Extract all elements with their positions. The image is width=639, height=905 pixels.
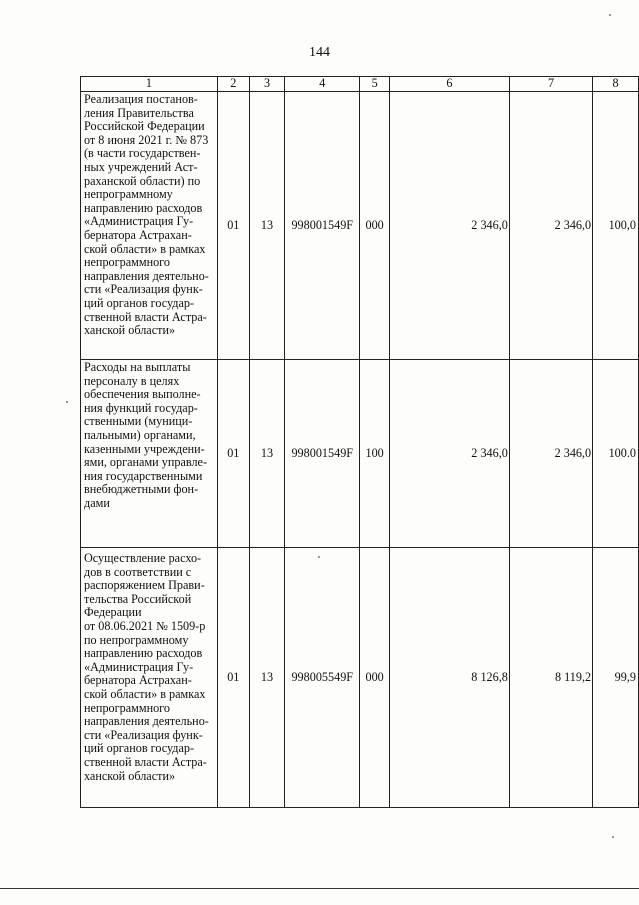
- cell-actual-amount: 2 346,0: [509, 92, 592, 360]
- cell-section: 01: [217, 548, 249, 808]
- cell-target-article: 998001549F: [285, 360, 360, 548]
- cell-expense-type: 000: [360, 92, 390, 360]
- cell-section: 01: [217, 92, 249, 360]
- cell-expense-type: 100: [360, 360, 390, 548]
- header-cell: 5: [360, 77, 390, 92]
- description-line: ций органов государ-: [84, 742, 195, 756]
- cell-target-article: 998001549F: [285, 92, 360, 360]
- cell-subsection: 13: [249, 360, 285, 548]
- cell-plan-amount: 8 126,8: [390, 548, 510, 808]
- cell-actual-amount: 2 346,0: [509, 360, 592, 548]
- header-cell: 6: [390, 77, 510, 92]
- description-line: ственной власти Астра-: [84, 310, 207, 324]
- description-line: казенными учреждени-: [84, 442, 205, 456]
- header-cell: 2: [217, 77, 249, 92]
- description-line: ления Правительства: [84, 106, 194, 120]
- description-line: ния государственными: [84, 469, 203, 483]
- description-line: направлению расходов: [84, 201, 203, 215]
- cell-expense-type: 000: [360, 548, 390, 808]
- row-description: [81, 548, 218, 808]
- description-line: обеспечения выполне-: [84, 388, 201, 402]
- description-line: «Администрация Гу-: [84, 660, 194, 674]
- scan-speck: [609, 14, 611, 16]
- description-line: ханской области»: [84, 769, 176, 783]
- table-row: [81, 92, 639, 360]
- description-line: ской области» в рамках: [84, 242, 206, 256]
- row-description: [81, 360, 218, 548]
- scan-speck: [318, 556, 320, 558]
- description-line: непрограммного: [84, 256, 170, 270]
- description-line: ния функций государ-: [84, 401, 198, 415]
- description-line: пальными) органами,: [84, 428, 196, 442]
- header-cell: 3: [249, 77, 285, 92]
- description-line: непрограммному: [84, 188, 173, 202]
- description-line: Реализация постанов-: [84, 93, 198, 106]
- description-line: ханской области»: [84, 324, 176, 338]
- description-line: направления деятельно-: [84, 715, 209, 729]
- description-line: бернатора Астрахан-: [84, 674, 192, 688]
- cell-percent: 99,9: [593, 548, 639, 808]
- description-line: от 8 июня 2021 г. № 873: [84, 133, 209, 147]
- description-line: ской области» в рамках: [84, 687, 206, 701]
- description-line: непрограммного: [84, 701, 170, 715]
- header-cell: 8: [593, 77, 639, 92]
- scan-speck: [66, 401, 68, 403]
- header-cell: 1: [81, 77, 218, 92]
- cell-percent: 100,0: [593, 92, 639, 360]
- description-line: ственными (муници-: [84, 415, 193, 429]
- cell-subsection: 13: [249, 92, 285, 360]
- description-line: направления деятельно-: [84, 269, 209, 283]
- description-line: ных учреждений Аст-: [84, 160, 198, 174]
- table-header-row: [81, 77, 639, 92]
- description-line: Осуществление расхо-: [84, 552, 202, 565]
- description-line: Федерации: [84, 606, 142, 620]
- description-line: сти «Реализация функ-: [84, 283, 203, 297]
- table-row: [81, 548, 639, 808]
- cell-plan-amount: 2 346,0: [390, 92, 510, 360]
- description-line: раханской области) по: [84, 174, 201, 188]
- budget-table: [80, 76, 639, 808]
- table-row: [81, 360, 639, 548]
- scan-speck: [612, 836, 614, 838]
- header-cell: 4: [285, 77, 360, 92]
- description-line: распоряжением Прави-: [84, 579, 205, 593]
- description-line: Российской Федерации: [84, 120, 205, 134]
- cell-plan-amount: 2 346,0: [390, 360, 510, 548]
- description-line: ственной власти Астра-: [84, 755, 207, 769]
- description-line: по непрограммному: [84, 633, 189, 647]
- description-line: внебюджетными фон-: [84, 483, 199, 497]
- description-line: «Администрация Гу-: [84, 215, 194, 229]
- row-description: [81, 92, 218, 360]
- description-line: дами: [84, 496, 110, 510]
- cell-percent: 100.0: [593, 360, 639, 548]
- description-line: сти «Реализация функ-: [84, 728, 203, 742]
- description-line: дов в соответствии с: [84, 565, 192, 579]
- cell-target-article: 998005549F: [285, 548, 360, 808]
- description-line: персоналу в целях: [84, 374, 180, 388]
- description-line: (в части государствен-: [84, 147, 201, 161]
- description-line: ями, органами управле-: [84, 456, 208, 470]
- header-cell: 7: [509, 77, 592, 92]
- description-line: ций органов государ-: [84, 296, 195, 310]
- cell-subsection: 13: [249, 548, 285, 808]
- cell-section: 01: [217, 360, 249, 548]
- description-line: тельства Российской: [84, 592, 192, 606]
- description-line: направлению расходов: [84, 647, 203, 661]
- description-line: от 08.06.2021 № 1509-р: [84, 619, 206, 633]
- cell-actual-amount: 8 119,2: [509, 548, 592, 808]
- description-line: Расходы на выплаты: [84, 361, 191, 374]
- scan-edge-line: [0, 888, 639, 889]
- description-line: бернатора Астрахан-: [84, 228, 192, 242]
- page-number: 144: [309, 45, 330, 60]
